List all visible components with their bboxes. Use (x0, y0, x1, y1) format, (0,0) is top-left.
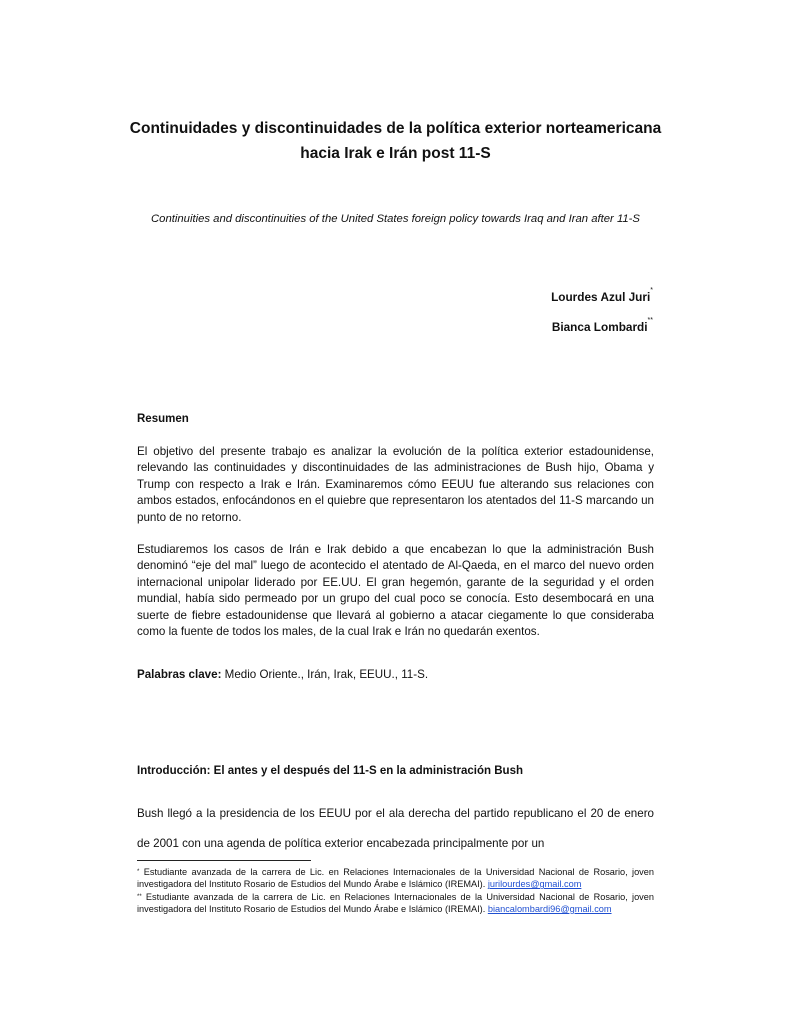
footnote-mark[interactable]: * (650, 287, 653, 294)
author-name: Lourdes Azul Juri (551, 290, 651, 304)
footnote-2 (137, 891, 654, 916)
paper-title: Continuidades y discontinuidades de la política exterior norteamericana hacia Irak e Irán post 11-S (129, 120, 662, 162)
keywords-label: Palabras clave: (137, 668, 222, 681)
paper-subtitle-english: Continuities and discontinuities of the United States foreign policy towards Iraq and Iran after 11-S (151, 213, 640, 225)
author-name: Bianca Lombardi (551, 320, 648, 334)
email-link[interactable]: biancalombardi96@gmail.com (487, 903, 612, 914)
footnote-mark: ** (137, 893, 142, 900)
footnote-mark[interactable]: ** (647, 317, 653, 324)
footnote-mark: * (137, 869, 140, 875)
keywords (137, 668, 428, 681)
footnote-text: Estudiante avanzada de la carrera de Lic. en Relaciones Internacionales de la Universidad Nacional de Rosario, joven investigadora del Instituto Rosario de Estudios del Mundo Árabe e Islámico (IREMAI). (137, 867, 654, 890)
introduction-paragraph: Bush llegó a la presidencia de los EEUU por el ala derecha del partido republicano el 20 de enero de 2001 con una agenda de política exterior encabezada principalmente por un (137, 807, 654, 850)
footnote-text: Estudiante avanzada de la carrera de Lic. en Relaciones Internacionales de la Universidad Nacional de Rosario, joven investigadora del Instituto Rosario de Estudios del Mundo Árabe e Islámico (IREMAI). (137, 891, 654, 914)
abstract-paragraph-1: El objetivo del presente trabajo es analizar la evolución de la política exterior estadounidense, relevando las continuidades y discontinuidades de las administraciones de Bush hijo, Obama y Trump con respecto a Irak e Irán. Examinaremos cómo EEUU fue alterando sus relaciones con ambos estados, enfocándonos en el quiebre que representaron los atentados del 11-S marcando un punto de no retorno. (137, 445, 654, 524)
footnote-separator (137, 860, 311, 861)
abstract-paragraph-2: Estudiaremos los casos de Irán e Irak debido a que encabezan lo que la administración Bush denominó “eje del mal” luego de acontecido el atentado de Al-Qaeda, en el marco del nuevo orden internacional unipolar liderado por EE.UU. El gran hegemón, garante de la seguridad y el orden mundial, había sido permeado por un grupo del cual poco se conocía. Esto desembocará en una suerte de fiebre estadounidense que llevará al gobierno a atacar ciegamente lo que consideraba como la fuente de todos los males, de la cual Irak e Irán no quedarán exentos. (137, 543, 654, 639)
footnotes (137, 866, 654, 915)
introduction-heading: Introducción: El antes y el después del 11-S en la administración Bush (137, 765, 523, 777)
email-link[interactable]: jurilourdes@gmail.com (487, 879, 582, 890)
author-1 (551, 287, 653, 304)
author-2 (551, 317, 653, 334)
footnote-1 (137, 866, 654, 891)
abstract-heading: Resumen (137, 413, 189, 425)
keywords-value: Medio Oriente., Irán, Irak, EEUU., 11-S. (221, 668, 429, 681)
